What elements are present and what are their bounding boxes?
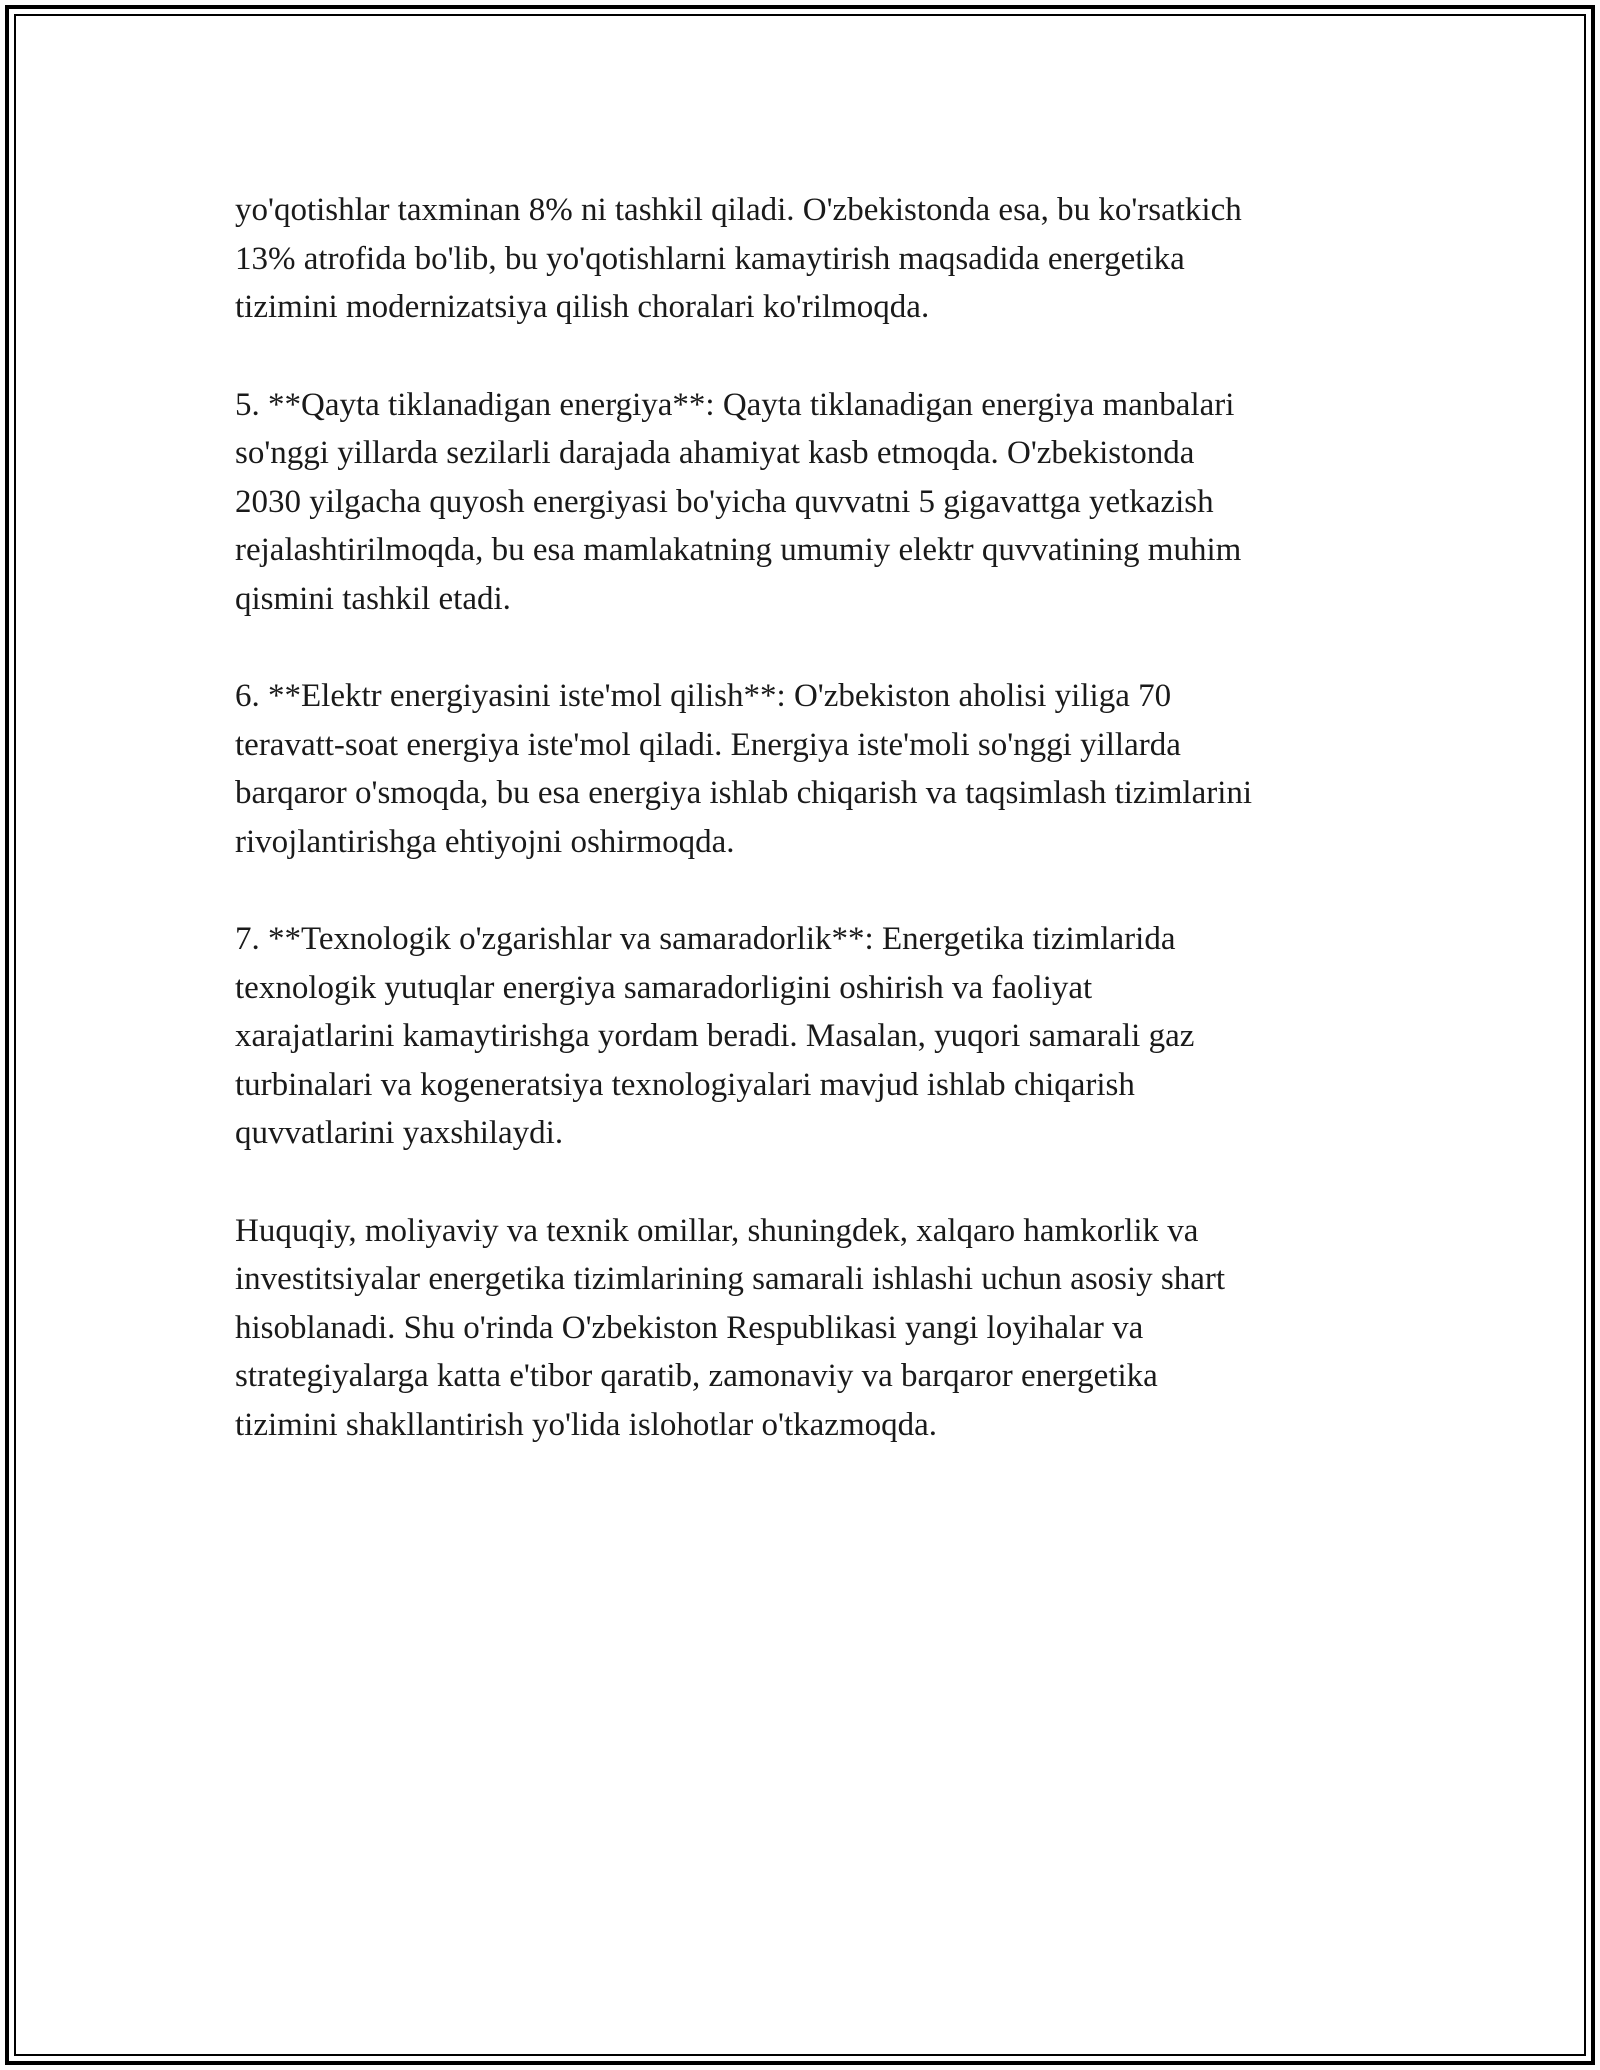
document-body <box>235 186 1385 1498</box>
paragraph-renewable-energy: 5. **Qayta tiklanadigan energiya**: Qayta tiklanadigan energiya manbalari so'nggi yillarda sezilarli darajada ahamiyat kasb etmoqda. O'zbekistonda 2030 yilgacha quyosh energiyasi bo'yicha quvvatni 5 gigavattga yetkazish rejalashtirilmoqda, bu esa mamlakatning umumiy elektr quvvatining muhim qismini tashkil etadi. <box>235 386 1242 617</box>
paragraph-technological-changes: 7. **Texnologik o'zgarishlar va samaradorlik**: Energetika tizimlarida texnologik yutuqlar energiya samaradorligini oshirish va faoliyat xarajatlarini kamaytirishga yordam beradi. Masalan, yuqori samarali gaz turbinalari va kogeneratsiya texnologiyalari mavjud ishlab chiqarish quvvatlarini yaxshilaydi. <box>235 921 1195 1151</box>
paragraph-losses-continuation: yo'qotishlar taxminan 8% ni tashkil qiladi. O'zbekistonda esa, bu ko'rsatkich 13% atrofida bo'lib, bu yo'qotishlarni kamaytirish maqsadida energetika tizimini modernizatsiya qilish choralari ko'rilmoqda. <box>235 192 1242 325</box>
paragraph-electricity-consumption: 6. **Elektr energiyasini iste'mol qilish**: O'zbekiston aholisi yiliga 70 teravatt-soat energiya iste'mol qiladi. Energiya iste'moli so'nggi yillarda barqaror o'smoqda, bu esa energiya ishlab chiqarish va taqsimlash tizimlarini rivojlantirishga ehtiyojni oshirmoqda. <box>235 678 1253 860</box>
paragraph-conclusion: Huquqiy, moliyaviy va texnik omillar, shuningdek, xalqaro hamkorlik va investitsiyalar energetika tizimlarining samarali ishlashi uchun asosiy shart hisoblanadi. Shu o'rinda O'zbekiston Respublikasi yangi loyihalar va strategiyalarga katta e'tibor qaratib, zamonaviy va barqaror energetika tizimini shakllantirish yo'lida islohotlar o'tkazmoqda. <box>235 1212 1226 1443</box>
